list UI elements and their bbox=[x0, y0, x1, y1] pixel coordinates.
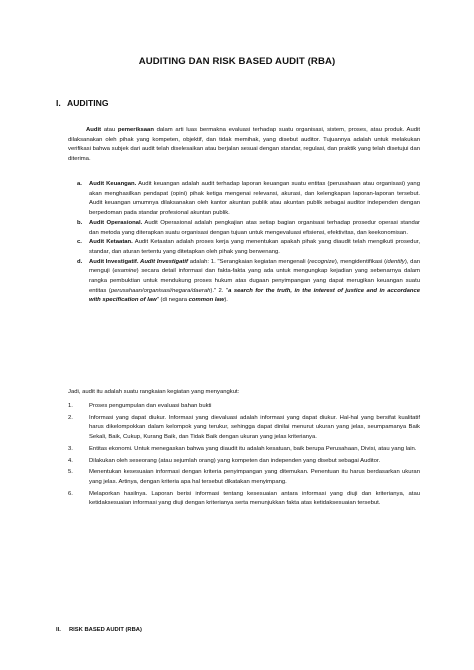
audit-type-text: Audit keuangan adalah audit terhadap laporan keuangan suatu entitas (perusahaan atau organisasi) yang akan menghasilkan pendapat (opini) pihak ketiga mengenai relevansi, akurasi, dan kelengkapan laporan-laporan tersebut. Audit keuangan umumnya dilaksanakan oleh kantor akuntan publik atau akuntan publik sebagai auditor independen dengan berpedoman pada standar profesional akuntan publik. bbox=[89, 181, 420, 217]
audit-types-list bbox=[68, 180, 420, 306]
list-number: 4. bbox=[68, 457, 73, 464]
audit-type-text: Audit Ketaatan adalah proses kerja yang menentukan apakah pihak yang diaudit telah mengikuti prosedur, standar, dan aturan tertentu yang ditetapkan oleh pihak yang berwenang. bbox=[89, 239, 421, 255]
term-identify: identify bbox=[386, 258, 405, 265]
definition-text: )." 2. " bbox=[210, 287, 229, 294]
list-number: 1. bbox=[68, 403, 73, 409]
step-text: Dilakukan oleh seseorang (atau sejumlah orang) yang kompeten dan independen yang disebut sebagai Auditor. bbox=[89, 457, 381, 464]
intro-paragraph bbox=[68, 126, 420, 165]
list-item-audit-keuangan bbox=[68, 180, 420, 219]
definition-text: ), mengidentifikasi ( bbox=[334, 258, 387, 265]
term-recognize: recognize bbox=[309, 258, 335, 265]
list-item-step-4 bbox=[68, 457, 420, 467]
list-number: 2. bbox=[68, 414, 73, 421]
list-number: 3. bbox=[68, 445, 73, 452]
list-item-audit-ketaatan bbox=[68, 238, 420, 257]
audit-activities-list bbox=[68, 402, 420, 511]
step-text: Informasi yang dapat diukur. Informasi yang dievaluasi adalah informasi yang dapat diukur. Hal-hal yang bersifat kualitatif harus dikelompokkan dalam kelompok yang terukur, sehingga dapat dinilai menurut ukuran yang jelas, seumpamanya Baik Sekali, Baik, Cukup, Kurang Baik, dan Tidak Baik dengan ukuran yang jelas kriterianya. bbox=[89, 414, 420, 441]
list-item-step-5 bbox=[68, 468, 420, 487]
step-text: Entitas ekonomi. Untuk menegaskan bahwa yang diaudit itu adalah kesatuan, baik berupa Perusahaan, Divisi, atau yang lain. bbox=[89, 445, 417, 452]
step-text: Menentukan kesesuaian informasi dengan kriteria penyimpangan yang ditemukan. Penentuan itu harus berdasarkan ukuran yang jelas. Artinya, dengan kriteria apa hal tersebut dikatakan menyimpang. bbox=[89, 469, 420, 485]
audit-type-name-italic: Audit Investigatif bbox=[138, 258, 188, 265]
list-item-step-3 bbox=[68, 445, 420, 455]
definition-text: ) secara detail informasi dan fakta-fakta yang ada untuk mengungkap kejadian yang sebenarnya dalam rangka pembuktian untuk mendukung proses hukum atas dugaan penyimpangan yang dapat merugikan keuangan suatu entitas ( bbox=[89, 268, 420, 294]
intro-text-1: atau bbox=[101, 127, 118, 133]
section-heading-auditing bbox=[56, 98, 109, 108]
list-item-audit-operasional bbox=[68, 219, 420, 238]
definition-text: ). bbox=[224, 297, 228, 304]
summary-sentence: Jadi, audit itu adalah suatu rangkaian kegiatan yang menyangkut: bbox=[68, 389, 240, 395]
audit-type-name: Audit Ketaatan. bbox=[89, 239, 133, 246]
definition-text: adalah: 1. "Serangkaian kegiatan mengenali ( bbox=[187, 258, 310, 265]
audit-type-name: Audit Operasional. bbox=[89, 219, 143, 226]
list-marker: a. bbox=[77, 181, 82, 187]
quote-search-for-truth: a search for the truth, in the interest of justice and in accordance with specification of law bbox=[89, 287, 420, 304]
section-heading-rba bbox=[56, 627, 142, 633]
list-item-audit-investigatif bbox=[68, 258, 420, 307]
list-number: 5. bbox=[68, 469, 73, 476]
term-common-law: common law bbox=[188, 297, 225, 304]
definition-text: ), dan menguji ( bbox=[89, 258, 421, 275]
term-entity-types: perusahaan/organisasi/negara/daerah bbox=[110, 287, 211, 294]
list-item-step-2 bbox=[68, 414, 420, 443]
term-pemeriksaan: pemeriksaan bbox=[117, 127, 154, 133]
list-number: 6. bbox=[68, 490, 73, 497]
audit-type-name: Audit Investigatif. bbox=[89, 258, 139, 265]
step-text: Melaporkan hasilnya. Laporan berisi informasi tentang kesesuaian antara informasi yang diuji dan kriterianya, atau ketidaksesuaian informasi yang diuji dengan kriterianya serta menunjukkan fakta atas ketidaksesuaian tersebut. bbox=[89, 490, 420, 507]
term-audit: Audit bbox=[86, 127, 102, 133]
step-text: Proses pengumpulan dan evaluasi bahan bukti bbox=[89, 403, 212, 409]
section-heading-text: AUDITING bbox=[67, 98, 109, 108]
definition-text: " (di negara bbox=[156, 297, 189, 304]
document-title: AUDITING DAN RISK BASED AUDIT (RBA) bbox=[138, 56, 336, 67]
list-item-step-6 bbox=[68, 490, 420, 509]
intro-text-2: dalam arti luas bermakna evaluasi terhadap suatu organisasi, sistem, proses, atau produk. Audit dilaksanakan oleh pihak yang kompeten, objektif, dan tidak memihak, yang disebut auditor. Tujuannya adalah untuk melakukan verifikasi bahwa subjek dari audit telah diselesaikan atau berjalan sesuai dengan standar, regulasi, dan praktik yang telah disetujui dan diterima. bbox=[68, 127, 420, 163]
list-marker: b. bbox=[77, 219, 83, 226]
section-number: I. bbox=[56, 98, 61, 108]
term-examine: examine bbox=[114, 268, 137, 275]
section-number: II. bbox=[56, 627, 61, 633]
section-heading-text: RISK BASED AUDIT (RBA) bbox=[69, 627, 142, 633]
list-marker: c. bbox=[77, 239, 82, 246]
audit-type-name: Audit Keuangan. bbox=[89, 181, 137, 187]
list-marker: d. bbox=[77, 258, 83, 265]
audit-type-text: Audit Operasional adalah pengkajian atas setiap bagian organisasi terhadap prosedur operasi standar dan metoda yang diterapkan suatu organisasi dengan tujuan untuk mengevaluasi efisiensi, efektivitas, dan keekonomisan. bbox=[89, 219, 420, 236]
list-item-step-1 bbox=[68, 402, 420, 412]
